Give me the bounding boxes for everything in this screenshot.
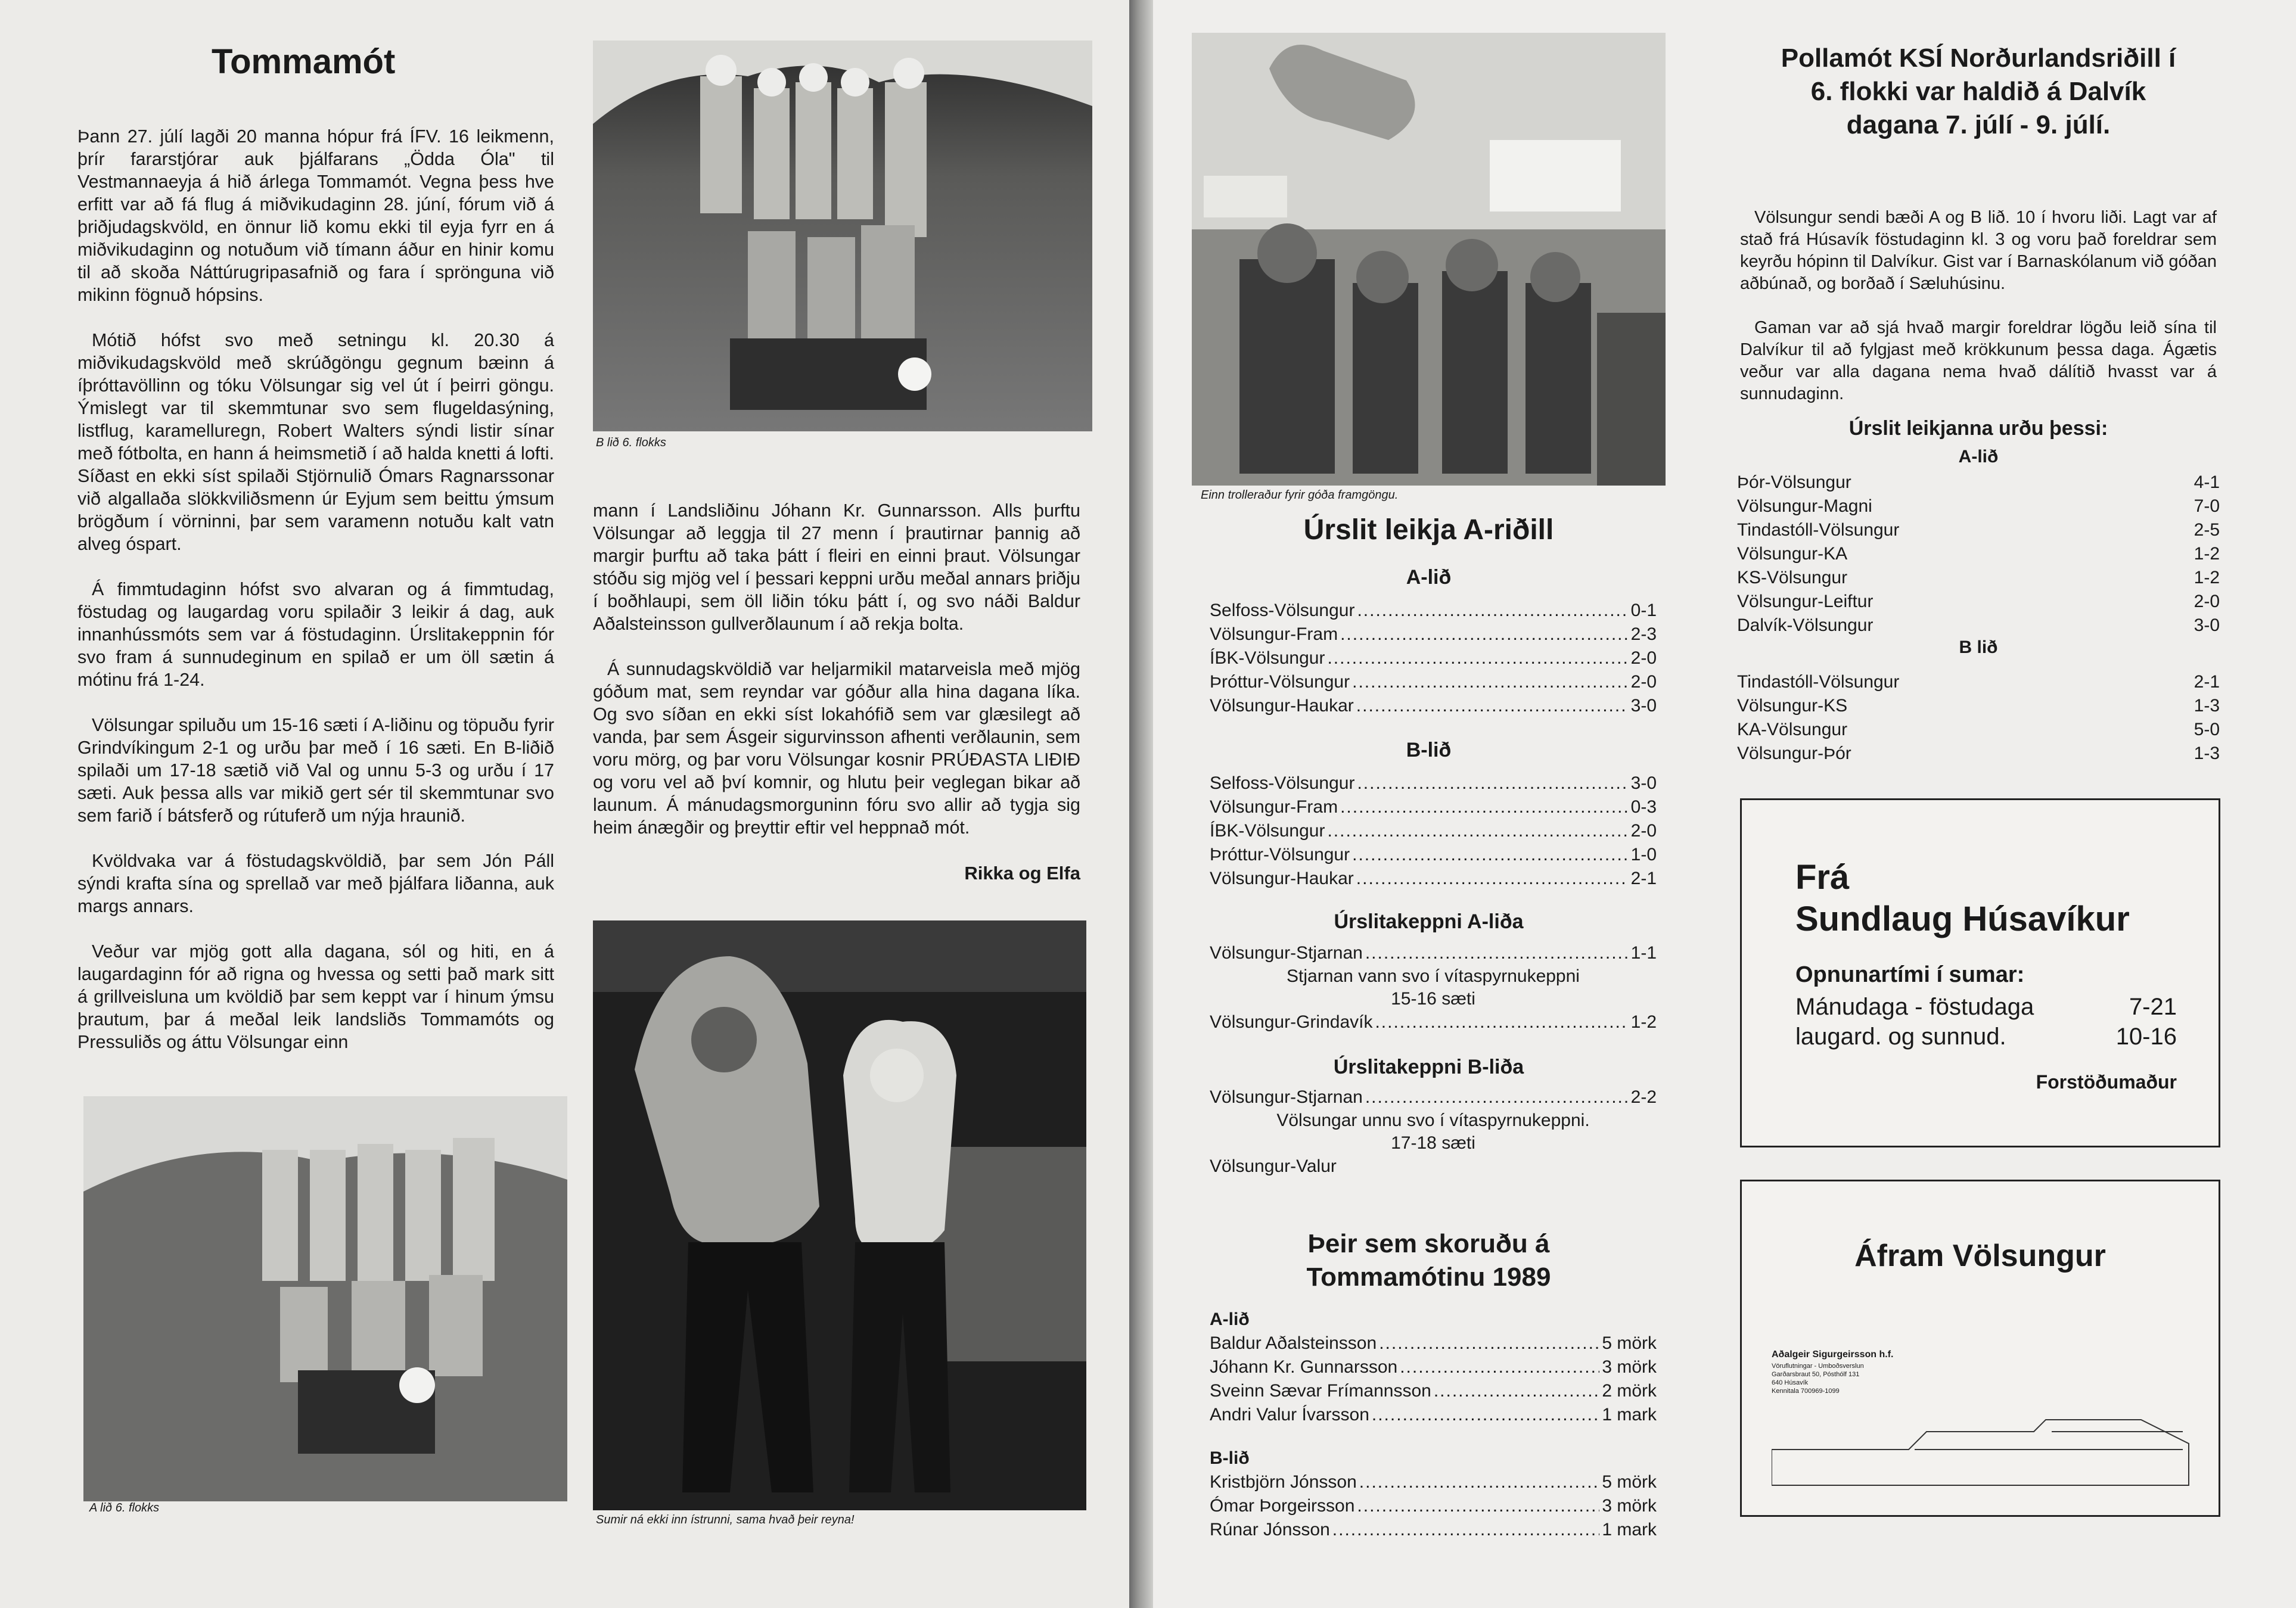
scorer-row: Kristbjörn Jónsson ..... 5 mörk <box>1210 1470 1657 1494</box>
result-row: Völsungur-Grindavík ..... 1-2 <box>1210 1010 1657 1034</box>
result-row: Völsungur-Leiftur 2-0 <box>1737 592 2220 611</box>
result-row: Völsungur-Haukar ..... 3-0 <box>1210 694 1657 718</box>
ad-title: Frá Sundlaug Húsavíkur <box>1795 858 2130 938</box>
paragraph: mann í Landsliðinu Jóhann Kr. Gunnarsson. Alls þurftu Völsungar að leggja til 27 menn í þrautirnar þannig að margir þurftu að taka þátt í fleiri en einni þraut. Völsungar stóðu sig mjög vel í þessari keppni urðu meðal annars þriðju í boðhlaupi, sem öll liðin tóku þátt í, og svo náði Baldur Aðalsteinsson gullverðlaunum í að rekja bolta. <box>593 500 1080 634</box>
ad-hours: Mánudaga - föstudaga 7-21 laugard. og sunnud. 10-16 <box>1795 994 2177 1050</box>
pollamot-text <box>1740 185 2217 427</box>
result-row: Völsungur-Þór 1-3 <box>1737 744 2220 763</box>
result-row: Völsungur-Haukar ..... 2-1 <box>1210 867 1657 891</box>
article-column-1 <box>77 102 554 1076</box>
photo-caption: B lið 6. flokks <box>596 436 666 449</box>
pollamot-group-label: A-lið <box>1958 447 1999 466</box>
results-title: Úrslit leikja A-riðill <box>1303 514 1554 546</box>
paragraph: Þann 27. júlí lagði 20 manna hópur frá ÍFV. 16 leikmenn, þrír fararstjórar auk þjálfarans „Ödda Óla" til Vestmannaeyja á hið árlega Tommamót. Vegna þess hve erfitt var að fá flug á miðvikudaginn 28. júní, fórum við á þriðjudagskvöld, en önnur lið komu ekki til eyja fyrr en á miðvikudaginn og notuðum við tímann áður en hinir komu til að skoða Náttúrugripasafnið og fara í sprönguna við mikinn fögnuð hópsins. <box>77 126 554 305</box>
left-page <box>0 0 1129 1608</box>
scorers-a <box>1210 1308 1657 1427</box>
ad-company-details: Vöruflutningar - Umboðsverslun Garðarsbraut 50, Pósthólf 131 640 Húsavík Kennitala 700969-1099 <box>1772 1363 1864 1395</box>
paragraph: Mótið hófst svo með setningu kl. 20.30 á miðvikudagskvöld með skrúðgöngu gegnum bæinn á íþróttavöllinn og tóku Völsungar sig vel út í þeirri göngu. Ýmislegt var til skemmtunar svo sem flugeldasýning, listflug, karamelluregn, Robert Walters sýndi listir sínar með fótbolta, en hann á heimsmetið í að halda knetti á lofti. Síðast en ekki síst spilaði Stjörnulið Ómars Ragnarssonar við algallaða slökkviliðsmenn úr Eyjum sem beittu ýmsum brögðum í vörninni, þar sem varamenn notuðu kalt vatn alveg óspart. <box>77 330 554 554</box>
truck-logo <box>1772 1408 2201 1497</box>
photo-a-team <box>83 1096 567 1501</box>
ad-swimming-pool <box>1740 798 2220 1147</box>
finals-note: 15-16 sæti <box>1391 989 1475 1009</box>
result-row: ÍBK-Völsungur ..... 2-0 <box>1210 646 1657 670</box>
results-a-table <box>1210 599 1657 718</box>
scorer-row: Sveinn Sævar Frímannsson ..... 2 mörk <box>1210 1379 1657 1403</box>
paragraph: Veður var mjög gott alla dagana, sól og hiti, en á laugardaginn fór að rigna og hvessa og setti það mark sitt á grillveisluna um kvöldið þar sem keppt var í hinum ýmsu þrautum, þar á meðal leik landsliðs Tommamóts og Pressuliðs og áttu Völsungar einn <box>77 941 554 1052</box>
scorer-row: Jóhann Kr. Gunnarsson ..... 3 mörk <box>1210 1355 1657 1379</box>
scorer-row: Rúnar Jónsson ..... 1 mark <box>1210 1518 1657 1542</box>
photo-caption: A lið 6. flokks <box>89 1501 160 1514</box>
result-row: Völsungur-KS 1-3 <box>1737 696 2220 716</box>
result-row: Tindastóll-Völsungur 2-5 <box>1737 520 2220 540</box>
result-row: Þróttur-Völsungur ..... 1-0 <box>1210 843 1657 867</box>
paragraph: Völsungur sendi bæði A og B lið. 10 í hvoru liði. Lagt var af stað frá Húsavík föstudaginn kl. 3 og voru það foreldrar sem keyrðu hópinn til Dalvíkur. Gist var í Barnaskólanum við góðan aðbúnað, og borðað í Sæluhúsinu. <box>1740 208 2217 293</box>
result-row: Völsungur-Magni 7-0 <box>1737 496 2220 516</box>
result-row: Þór-Völsungur 4-1 <box>1737 472 2220 492</box>
finals-b <box>1210 1086 1657 1178</box>
article-column-2 <box>593 477 1080 861</box>
paragraph: Á fimmtudaginn hófst svo alvaran og á fimmtudag, föstudag og laugardag voru spilaðir 3 leikir á dag, auk innanhússmóts sem var á föstudaginn. Úrslitakeppnin fór svo fram á sunnudeginum en spilað er um öll sætin á mótinu frá 1-24. <box>77 579 554 690</box>
pollamot-title: Pollamót KSÍ Norðurlandsriðill í 6. flokki var haldið á Dalvík dagana 7. júlí - 9. júlí. <box>1781 43 2176 139</box>
article-title: Tommamót <box>212 42 396 81</box>
paragraph: Gaman var að sjá hvað margir foreldrar lögðu leið sína til Dalvíkur til að fylgjast með krökkunum þessa daga. Ágætis veður var alla dagana nema hvað dálítið hvasst var á sunnudaginn. <box>1740 318 2217 403</box>
scorers-b <box>1210 1447 1657 1542</box>
finals-b-label: Úrslitakeppni B-liða <box>1333 1056 1524 1078</box>
scorers-group-label: A-lið <box>1210 1310 1250 1329</box>
photo-caption: Sumir ná ekki inn ístrunni, sama hvað þeir reyna! <box>596 1513 855 1526</box>
ad-volsungur <box>1740 1180 2220 1517</box>
photo-dance <box>593 920 1086 1510</box>
result-row: Völsungur-Fram ..... 2-3 <box>1210 623 1657 646</box>
ad-title: Áfram Völsungur <box>1854 1239 2106 1273</box>
result-row: Selfoss-Völsungur ..... 3-0 <box>1210 772 1657 795</box>
paragraph: Á sunnudagskvöldið var heljarmikil matarveisla með mjög góðum mat, sem reyndar var góður alla hina dagana líka. Og svo síðan en ekki síst lokahófið sem var glæsilegt að vanda, þar sem Ásgeir sigurvinsson afhenti verðlaunin, sem voru mörg, og þar voru Völsungar kosnir PRÚÐASTA LIÐIÐ og voru vel að því komnir, og hlutu þeir veglegan bikar að launum. Á mánudagsmorguninn fóru svo allir að tygja sig heim ánægðir og þreyttir eftir vel heppnað mót. <box>593 659 1080 838</box>
finals-note: 17-18 sæti <box>1391 1133 1475 1153</box>
results-b-table <box>1210 772 1657 891</box>
result-row: Völsungur-Stjarnan ..... 2-2 <box>1210 1086 1657 1109</box>
paragraph: Kvöldvaka var á föstudagskvöldið, þar sem Jón Páll sýndi krafta sína og sprellað var með þjálfara liðanna, auk margs annars. <box>77 851 554 916</box>
photo-b-team <box>593 41 1092 431</box>
result-row: Völsungur-Fram ..... 0-3 <box>1210 795 1657 819</box>
finals-note: Stjarnan vann svo í vítaspyrnukeppni <box>1287 966 1580 986</box>
result-row: Tindastóll-Völsungur 2-1 <box>1737 672 2220 692</box>
scorer-row: Andri Valur Ívarsson ..... 1 mark <box>1210 1403 1657 1427</box>
pollamot-b-results <box>1737 670 2220 766</box>
result-row: Dalvík-Völsungur 3-0 <box>1737 615 2220 635</box>
results-group-label: A-lið <box>1406 566 1452 589</box>
result-row: Völsungur-Valur <box>1210 1156 1337 1176</box>
pollamot-a-results <box>1737 471 2220 637</box>
spine-gutter <box>1129 0 1153 1608</box>
scorer-row: Ómar Þorgeirsson ..... 3 mörk <box>1210 1494 1657 1518</box>
result-row: Völsungur-KA 1-2 <box>1737 544 2220 564</box>
result-row: Þróttur-Völsungur ..... 2-0 <box>1210 670 1657 694</box>
result-row: KA-Völsungur 5-0 <box>1737 720 2220 739</box>
ad-company: Aðalgeir Sigurgeirsson h.f. <box>1772 1349 1894 1360</box>
results-group-label: B-lið <box>1406 739 1452 761</box>
photo-caption: Einn trolleraður fyrir góða framgöngu. <box>1201 489 1399 502</box>
result-row: ÍBK-Völsungur ..... 2-0 <box>1210 819 1657 843</box>
pollamot-results-title: Úrslit leikjanna urðu þessi: <box>1848 417 2108 440</box>
pollamot-group-label: B lið <box>1959 637 1998 657</box>
result-row: Völsungur-Stjarnan ..... 1-1 <box>1210 941 1657 965</box>
finals-note: Völsungar unnu svo í vítaspyrnukeppni. <box>1276 1111 1590 1130</box>
result-row: KS-Völsungur 1-2 <box>1737 568 2220 587</box>
right-page <box>1153 0 2296 1608</box>
scorers-title: Þeir sem skoruðu á Tommamótinu 1989 <box>1306 1229 1551 1292</box>
result-row: Selfoss-Völsungur ..... 0-1 <box>1210 599 1657 623</box>
photo-celebration <box>1192 33 1666 486</box>
paragraph: Völsungar spiluðu um 15-16 sæti í A-liðinu og töpuðu fyrir Grindvíkingum 2-1 og urðu þar með í 16 sæti. En B-liðið spilaði um 17-18 sætið við Val og unnu 5-3 og urðu í 17 sæti. Auk þessa alls var mikið gert sér til skemmtunar svo sem farið í bátsferð og rútuferð um nýja hraunið. <box>77 715 554 826</box>
finals-a-label: Úrslitakeppni A-liða <box>1334 910 1524 933</box>
ad-hours-title: Opnunartími í sumar: <box>1795 962 2025 987</box>
scorer-row: Baldur Aðalsteinsson ..... 5 mörk <box>1210 1332 1657 1355</box>
article-signature: Rikka og Elfa <box>964 863 1080 884</box>
ad-signoff: Forstöðumaður <box>2036 1071 2177 1093</box>
finals-a <box>1210 941 1657 1034</box>
scorers-group-label: B-lið <box>1210 1448 1250 1468</box>
